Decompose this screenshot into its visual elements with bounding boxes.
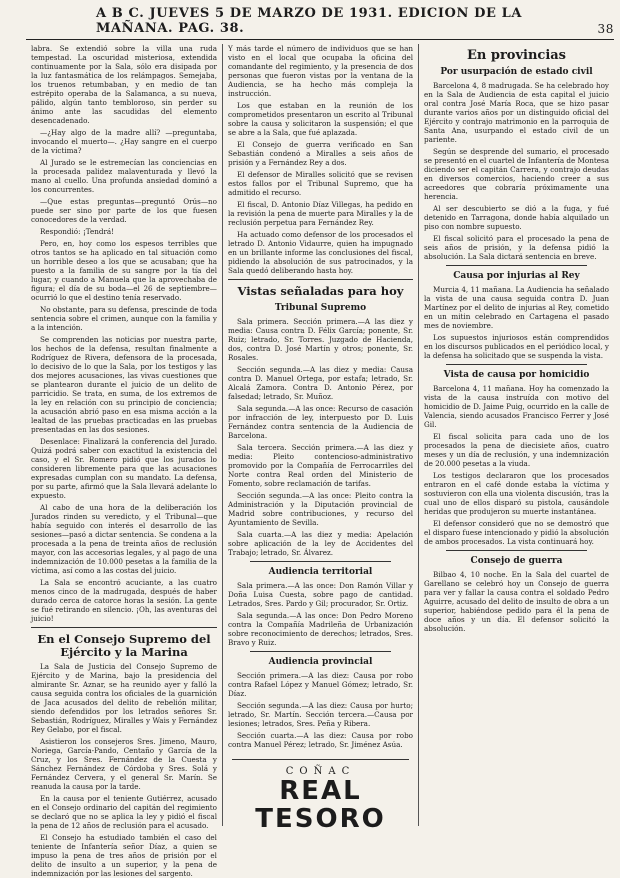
article-paragraph: Murcia 4, 11 mañana. La Audiencia ha señalado la vista de una causa seguida contra D. Juan Martínez por el delito de injurias al Rey, cometido en un mitin celebrado en Cartagena el pasado mes de noviembre. bbox=[424, 285, 609, 330]
header-line: A B C. JUEVES 5 DE MARZO DE 1931. EDICION DE LA MAÑANA. PAG. 38. bbox=[96, 6, 523, 36]
article-paragraph: El fiscal, D. Antonio Díaz Villegas, ha pedido en la revisión la pena de muerte para Miralles y la de reclusión perpetua para Fernández Rey. bbox=[228, 200, 413, 227]
article-paragraph: Los que estaban en la reunión de los comprometidos presentaron un escrito al Tribunal sobre la causa y solicitaron la suspensión; el que se abre a la Sala, que fué aplazada. bbox=[228, 101, 413, 137]
article-paragraph: —Que estas preguntas—preguntó Orús—no puede ser sino por parte de los que fuesen conocedores de la verdad. bbox=[31, 197, 217, 224]
article-paragraph: Sala tercera. Sección primera.—A las diez y media: Pleito contencioso-administrativo promovido por la Compañía de Ferrocarriles del Norte contra Real orden del Ministerio de Fomento, sobre reclamación de tarifas. bbox=[228, 443, 413, 488]
column-2 bbox=[222, 44, 418, 834]
newspaper-page bbox=[26, 6, 614, 878]
article-paragraph: Sala segunda.—A las once: Don Pedro Moreno contra la Compañía Madrileña de Urbanización sobre reconocimiento de derechos; letrados, Sres. Bravo y Ruiz. bbox=[228, 611, 413, 647]
article-paragraph: —¿Hay algo de la madre allí? —preguntaba, invocando el muerto—. ¿Hay sangre en el cuerpo de la víctima? bbox=[31, 128, 217, 155]
columns bbox=[26, 44, 614, 878]
subheading-tribunal-supremo: Tribunal Supremo bbox=[274, 303, 367, 313]
article-paragraph: Sala segunda.—A las once: Recurso de casación por infracción de ley, interpuesto por D. Luis Fernández contra sentencia de la Audiencia de Barcelona. bbox=[228, 404, 413, 440]
subheading-audiencia-territorial: Audiencia territorial bbox=[268, 567, 373, 577]
divider bbox=[228, 279, 413, 280]
page-header bbox=[26, 8, 614, 40]
column-3 bbox=[418, 44, 614, 826]
article-paragraph: El fiscal solicita para cada uno de los procesados la pena de diecisiete años, cuatro meses y un día de reclusión, y una indemnización de 20.000 pesetas a la viuda. bbox=[424, 432, 609, 468]
subheading-homicidio: Vista de causa por homicidio bbox=[443, 370, 590, 380]
article-paragraph: Sección segunda.—A las diez y media: Causa contra D. Manuel Ortega, por estafa; letrado, Sr. Alcalá Zamora. Contra D. Antonio Pérez, por falsedad; letrado, Sr. Muñoz. bbox=[228, 365, 413, 401]
article-paragraph: Ha actuado como defensor de los procesados el letrado D. Antonio Vidaurre, quien ha impugnado en un brillante informe las conclusiones del fiscal, pidiendo la absolución de sus patrocinados, y la Sala quedó deliberando hasta hoy. bbox=[228, 230, 413, 275]
article-paragraph: Según se desprende del sumario, el procesado se presentó en el cuartel de Infantería de Montesa diciendo ser el capitán Carrera, y contrajo deudas en diversos comercios, haciendo creer a sus acreedores que cobraría próximamente una herencia. bbox=[424, 147, 609, 201]
advertisement bbox=[232, 759, 409, 833]
article-paragraph: Respondió: ¡Tendrá! bbox=[40, 227, 115, 236]
article-paragraph: Sala primera. Sección primera.—A las diez y media: Causa contra D. Félix García; ponente, Sr. Ruiz; letrado, Sr. Torres. Juzgado de Hacienda, dos, contra D. José Martín y otros; ponente, Sr. Rosales. bbox=[228, 317, 413, 362]
page-number-mark: 38 bbox=[597, 22, 614, 36]
section-heading-consejo-supremo: En el Consejo Supremo del Ejército y la Marina bbox=[37, 632, 211, 659]
section-heading-vistas: Vistas señaladas para hoy bbox=[237, 284, 404, 298]
article-paragraph: El defensor consideró que no se demostró que el disparo fuese intencionado y pidió la absolución de ambos procesados. La vista continuará hoy. bbox=[424, 519, 609, 546]
ad-brand-main: REAL TESORO bbox=[255, 776, 386, 834]
article-paragraph: El Consejo de guerra verificado en San Sebastián condenó a Miralles a seis años de prisión y a Fernández Rey a dos. bbox=[228, 140, 413, 167]
divider bbox=[250, 561, 391, 562]
article-paragraph: Al ser descubierto se dió a la fuga, y fué detenido en Tarragona, donde había alquilado un piso con nombre supuesto. bbox=[424, 204, 609, 231]
article-paragraph: Se comprenden las noticias por nuestra parte, los hechos de la defensa, resultan finalmente a Rodríguez de Rivera, defensora de la procesada, lo decisivo de lo que la Sala, por los testigos y las dos mejores acusaciones, las vivas cuestiones que se plantearon durante el juicio de un delito de parricidio. Se trata, en suma, de los extremos de la ley en relación con su principio de conciencia; la acusación abrió paso en esa misma acción a la lealtad de las pruebas practicadas en las pruebas presentadas en las dos sesiones. bbox=[31, 335, 217, 434]
article-paragraph: Sección cuarta.—A las diez: Causa por robo contra Manuel Pérez; letrado, Sr. Jiménez Asúa. bbox=[228, 731, 413, 749]
subheading-consejo-guerra: Consejo de guerra bbox=[470, 556, 563, 566]
divider bbox=[446, 364, 587, 365]
article-paragraph: Y más tarde el número de individuos que se han visto en el local que ocupaba la oficina del comandante del regimiento, y la presencia de dos personas que fueron vistas por la ventana de la Audiencia, se ha hecho más compleja la instrucción. bbox=[228, 44, 413, 98]
article-paragraph: Sección segunda.—A las diez: Causa por hurto; letrado, Sr. Martín. Sección tercera.—Causa por lesiones; letrados, Sres. Peña y Ribera. bbox=[228, 701, 413, 728]
article-paragraph: Los supuestos injuriosos están comprendidos en los discursos publicados en el periódico local, y la defensa ha solicitado que se suspenda la vista. bbox=[424, 333, 609, 360]
article-paragraph: Desenlace: Finalizará la conferencia del Jurado. Quizá podrá saber con exactitud la existencia del caso, y el Sr. Romero pidió que los jurados lo consideren libremente para que las acusaciones expresadas cumplan con su mandato. La defensa, por su parte, afirmó que la Sala llevará adelante lo expuesto. bbox=[31, 437, 217, 500]
article-paragraph: Sección segunda.—A las once: Pleito contra la Administración y la Diputación provincial de Madrid sobre contribuciones, y recurso del Ayuntamiento de Sevilla. bbox=[228, 491, 413, 527]
article-paragraph: La Sala de Justicia del Consejo Supremo de Ejército y de Marina, bajo la presidencia del almirante Sr. Aznar, se ha reunido ayer y falló la causa seguida contra los oficiales de la guarnición de Jaca acusados del delito de rebelión militar, siendo defendidos por los letrados señores Sr. Sebastián, Rodríguez, Miralles y Wais y Fernández Rey Gelabo, por el fiscal. bbox=[31, 662, 217, 734]
ad-brand-top: COÑAC bbox=[285, 766, 356, 777]
subheading-injurias: Causa por injurias al Rey bbox=[453, 271, 580, 281]
article-paragraph: Barcelona 4, 11 mañana. Hoy ha comenzado la vista de la causa instruída con motivo del homicidio de D. Jaime Puig, ocurrido en la calle de Valencia, siendo acusados Francisco Ferrer y José Gil. bbox=[424, 384, 609, 429]
subheading-usurpacion: Por usurpación de estado civil bbox=[440, 67, 593, 77]
article-paragraph: Pero, en, hoy como los espesos terribles que otros tantos se ha aplicado en tal situación como un horrible deseo a los que se acusaban; que ha puesto a la familia de su sangre por la tía del lugar, y cuando a Manuela que la aprovechaba de figura; el día de su boda—el 26 de septiembre—ocurrió lo que el destino tenía reservado. bbox=[31, 239, 217, 302]
subheading-audiencia-provincial: Audiencia provincial bbox=[268, 657, 373, 667]
divider bbox=[250, 651, 391, 652]
article-paragraph: Los testigos declararon que los procesados entraron en el café donde estaba la víctima y sostuvieron con ella una violenta discusión, tras la cual uno de ellos disparó su pistola, causándole heridas que produjeron su muerte instantánea. bbox=[424, 471, 609, 516]
article-paragraph: Al Jurado se le estremecían las conciencias en la procesada palidez malaventurada y llevó la mano al cuello. Una profunda ansiedad dominó a los concurrentes. bbox=[31, 158, 217, 194]
divider bbox=[446, 550, 587, 551]
article-paragraph: No obstante, para su defensa, prescinde de toda sentencia sobre el crimen, aunque con la familia y a la intención. bbox=[31, 305, 217, 332]
article-paragraph: En la causa por el teniente Gutiérrez, acusado en el Consejo ordinario del capitán del regimiento se declaró que no se aplica la ley y pidió el fiscal la pena de 12 años de reclusión para el acusado. bbox=[31, 794, 217, 830]
article-paragraph: Sala cuarta.—A las diez y media: Apelación sobre aplicación de la ley de Accidentes del Trabajo; letrado, Sr. Álvarez. bbox=[228, 530, 413, 557]
article-paragraph: El Consejo ha estudiado también el caso del teniente de Infantería señor Díaz, a quien se impuso la pena de tres años de prisión por el delito de insulto a un superior, y la pena de indemnización por las lesiones del sargento. bbox=[31, 833, 217, 878]
column-1 bbox=[26, 44, 222, 878]
article-paragraph: labra. Se extendió sobre la villa una ruda tempestad. La oscuridad misteriosa, extendida continuamente por la Sala, sólo era disipada por la luz fantasmática de los relámpagos. Semejaba, los truenos retumbaban, y en medio de tan estrépito operaba de la Salamanca, a su nueva, pálido, algún tanto tembloroso, sin perder su ánimo ante las sacudidas del elemento desencadenado. bbox=[31, 44, 217, 125]
article-paragraph: Bilbao 4, 10 noche. En la Sala del cuartel de Garellano se celebró hoy un Consejo de guerra para ver y fallar la causa contra el soldado Pedro Aguirre, acusado del delito de insulto de obra a un superior, habiéndose pedido para él la pena de doce años y un día. El defensor solicitó la absolución. bbox=[424, 570, 610, 633]
article-paragraph: El defensor de Miralles solicitó que se revisen estos fallos por el Tribunal Supremo, que ha admitido el recurso. bbox=[228, 170, 413, 197]
article-paragraph: Sección primera.—A las diez: Causa por robo contra Rafael López y Manuel Gómez; letrado, Sr. Díaz. bbox=[228, 671, 413, 698]
article-paragraph: La Sala se encontró acuciante, a las cuatro menos cinco de la madrugada, después de haber durado cerca de catorce horas la sesión. La gente se fué retirando en silencio. ¡Oh, las aventuras del juicio! bbox=[31, 578, 217, 623]
divider bbox=[31, 627, 217, 628]
article-paragraph: Barcelona 4, 8 madrugada. Se ha celebrado hoy en la Sala de Audiencia de esta capital el juicio oral contra José María Roca, que se hizo pasar durante varios años por un distinguido oficial del Ejército y contrajo matrimonio en la parroquia de Santa Ana, usurpando el estado civil de un pariente. bbox=[424, 81, 609, 144]
article-paragraph: Sala primera.—A las once: Don Ramón Villar y Doña Luisa Cuesta, sobre pago de cantidad. Letrados, Sres. Pardo y Gil; procurador, Sr. Ortiz. bbox=[228, 581, 413, 608]
article-paragraph: Al cabo de una hora de la deliberación los Jurados rinden su veredicto, y el Tribunal—que había seguido con interés el desarrollo de las sesiones—pasó a dictar sentencia. Se condena a la procesada a la pena de treinta años de reclusión mayor, con las accesorias legales, y al pago de una indemnización de 10.000 pesetas a la familia de la víctima, así como a las costas del juicio. bbox=[31, 503, 217, 575]
section-heading-provincias: En provincias bbox=[466, 48, 567, 63]
article-paragraph: Asistieron los consejeros Sres. Jimeno, Mauro, Noriega, García-Pando, Centaño y García de la Cruz, y los Sres. Fernández de la Cuesta y Sánchez Fernández de Córdoba y Sres. Solá y Fernández Cervera, y el general Sr. Marín. Se reanuda la causa por la tarde. bbox=[31, 737, 217, 791]
divider bbox=[446, 265, 587, 266]
article-paragraph: El fiscal solicitó para el procesado la pena de seis años de prisión, y la defensa pidió la absolución. La Sala dictará sentencia en breve. bbox=[424, 234, 609, 261]
